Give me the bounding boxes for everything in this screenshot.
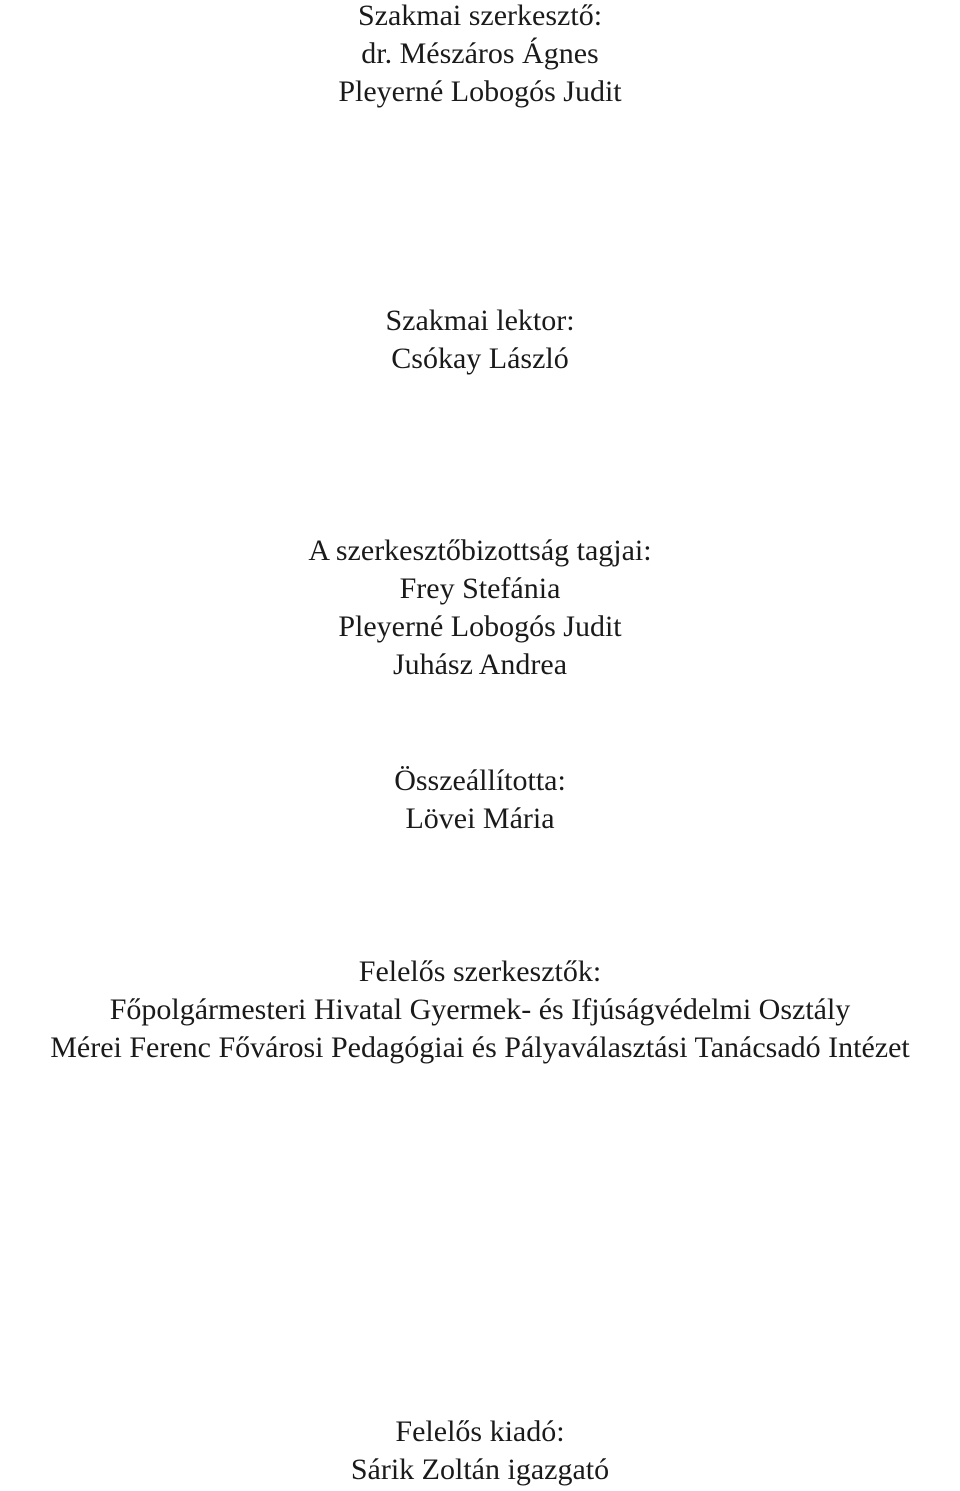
responsible-editors-section <box>0 953 960 1067</box>
compiled-section <box>0 762 960 838</box>
board-section <box>0 532 960 684</box>
compiled-name: Lövei Mária <box>405 802 555 835</box>
responsible-editor-1: Főpolgármesteri Hivatal Gyermek- és Ifjúságvédelmi Osztály <box>109 993 851 1026</box>
publisher-heading: Felelős kiadó: <box>395 1415 565 1448</box>
board-member-2: Pleyerné Lobogós Judit <box>338 610 622 643</box>
lector-name: Csókay László <box>391 342 569 375</box>
responsible-editors-heading: Felelős szerkesztők: <box>358 955 602 988</box>
board-member-1: Frey Stefánia <box>399 572 561 605</box>
responsible-editor-2: Mérei Ferenc Fővárosi Pedagógiai és Pályaválasztási Tanácsadó Intézet <box>50 1031 910 1064</box>
board-heading: A szerkesztőbizottság tagjai: <box>308 534 652 567</box>
editor-name-1: dr. Mészáros Ágnes <box>361 37 599 70</box>
editor-section <box>0 0 960 111</box>
editor-name-2: Pleyerné Lobogós Judit <box>338 75 622 108</box>
lector-section <box>0 302 960 378</box>
publisher-section <box>0 1413 960 1489</box>
publisher-name: Sárik Zoltán igazgató <box>350 1453 610 1486</box>
editor-heading: Szakmai szerkesztő: <box>357 0 603 32</box>
board-member-3: Juhász Andrea <box>392 648 568 681</box>
compiled-heading: Összeállította: <box>394 764 566 797</box>
lector-heading: Szakmai lektor: <box>385 304 575 337</box>
